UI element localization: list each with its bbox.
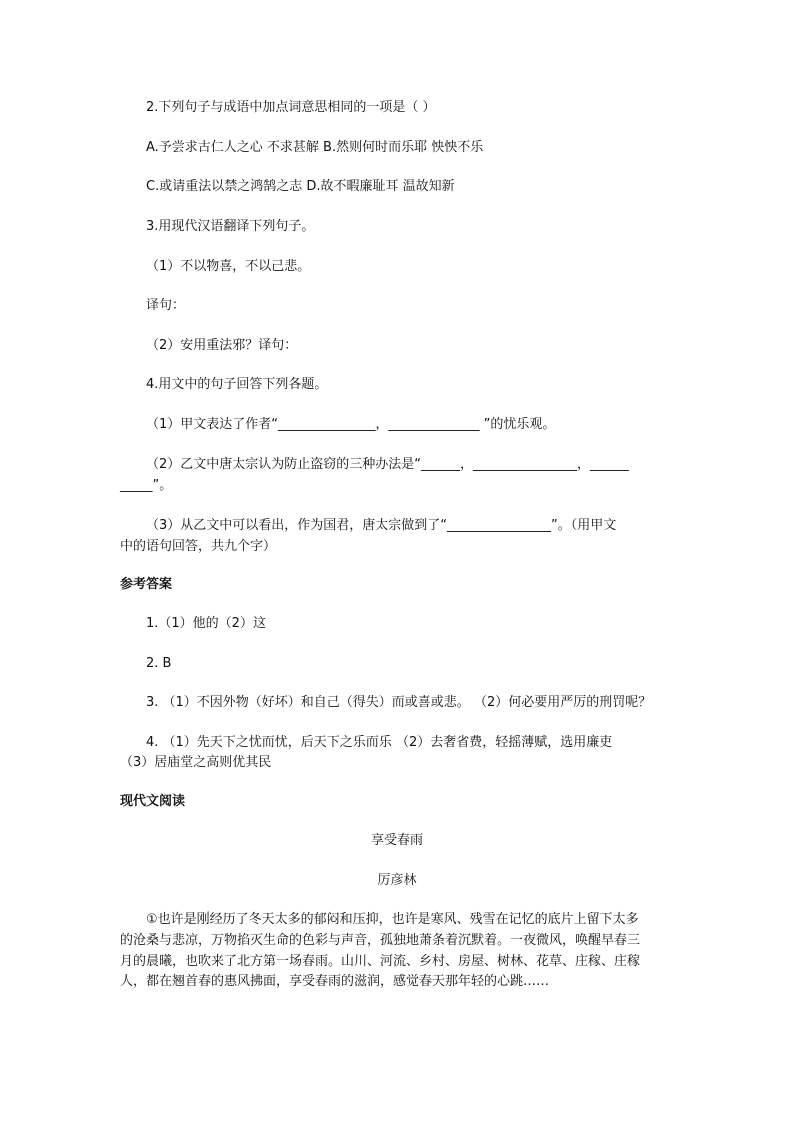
reading-heading: 现代文阅读 — [120, 794, 186, 809]
q4-item2-line2: _____”。 — [120, 478, 173, 493]
q2-options-ab: A.予尝求古仁人之心 不求甚解 B.然则何时而乐耶 怏怏不乐 — [146, 140, 484, 155]
q3-item1-answer-label: 译句： — [146, 298, 186, 313]
q4-item3-line2: 中的语句回答，共九个字） — [120, 539, 277, 554]
paragraph-1-line2: 的沧桑与悲凉，万物掐灭生命的色彩与声音，孤独地萧条着沉默着。一夜微风，唤醒早春三 — [120, 933, 641, 948]
q3-item2: （2）安用重法邪？译句： — [146, 338, 298, 353]
q2-stem: 2.下列句子与成语中加点词意思相同的一项是（ ） — [146, 100, 436, 115]
article-title: 享受春雨 — [370, 833, 423, 848]
paragraph-1-line1: ①也许是刚经历了冬天太多的郁闷和压抑，也许是寒风、残雪在记忆的底片上留下太多 — [146, 912, 639, 927]
q4-stem: 4.用文中的句子回答下列各题。 — [146, 377, 328, 392]
q4-item2-line1: （2）乙文中唐太宗认为防止盗窃的三种办法是“______，________________，______ — [146, 457, 630, 472]
answer-4-line1: 4. （1）先天下之忧而忧，后天下之乐而乐 （2）去奢省费，轻摇薄赋，选用廉吏 — [146, 735, 613, 750]
q2-options-cd: C.或请重法以禁之鸿鹄之志 D.故不暇廉耻耳 温故知新 — [146, 179, 455, 194]
q3-stem: 3.用现代汉语翻译下列句子。 — [146, 219, 315, 234]
q3-item1: （1）不以物喜，不以己悲。 — [146, 259, 311, 274]
article-author: 厉彦林 — [377, 873, 417, 888]
answers-heading: 参考答案 — [120, 577, 173, 592]
q4-item1: （1）甲文表达了作者“_______________，______________ ”的忧乐观。 — [146, 417, 556, 432]
paragraph-1-line4: 人，都在翘首春的惠风拂面，享受春雨的滋润，感觉春天那年轻的心跳…… — [120, 974, 550, 989]
answer-1: 1.（1）他的（2）这 — [146, 616, 266, 631]
answer-2: 2. B — [146, 656, 172, 671]
paragraph-1-line3: 月的晨曦，也吹来了北方第一场春雨。山川、河流、乡村、房屋、树林、花草、庄稼、庄稼 — [120, 954, 641, 969]
q4-item3-line1: （3）从乙文中可以看出，作为国君，唐太宗做到了“________________”。（用甲文 — [146, 518, 617, 533]
answer-3: 3. （1）不因外物（好坏）和自己（得失）而或喜或悲。 （2）何必要用严厉的刑罚呢？ — [146, 695, 652, 710]
answer-4-line2: （3）居庙堂之高则优其民 — [120, 755, 272, 770]
